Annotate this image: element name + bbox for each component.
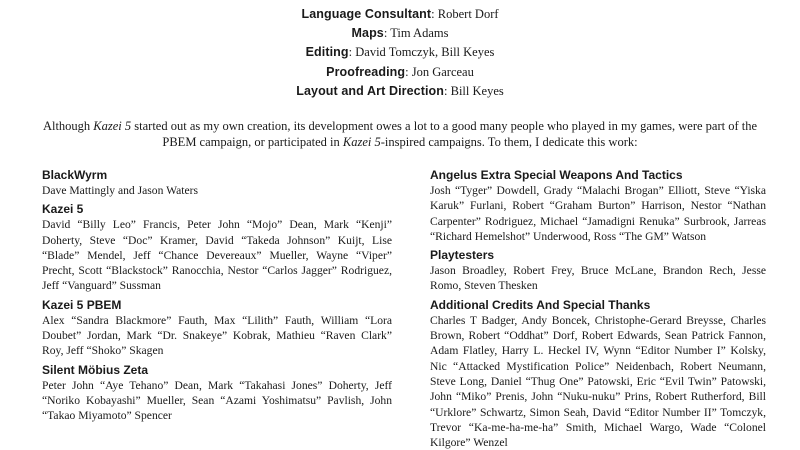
section-body: Jason Broadley, Robert Frey, Bruce McLane, Brandon Rech, Jesse Romo, Steven Thesken <box>430 264 766 293</box>
section-title: Playtesters <box>430 248 495 263</box>
credit-language-consultant: Language Consultant: Robert Dorf <box>301 7 499 21</box>
section-kazei-5 <box>42 202 392 293</box>
section-kazei-5-pbem <box>42 298 392 359</box>
credit-role: Proofreading <box>326 65 406 79</box>
section-body: Peter John “Aye Tehano” Dean, Mark “Takahasi Jones” Doherty, Jeff “Noriko Kobayashi” Mueller, Sean “Azami Yoshimatsu” Pavlish, John “Takao Miyamoto” Spencer <box>42 378 392 423</box>
section-title: Additional Credits And Special Thanks <box>430 297 651 312</box>
section-title: BlackWyrm <box>42 168 108 182</box>
credit-layout-art-direction: Layout and Art Direction: Bill Keyes <box>296 84 504 98</box>
section-title: Kazei 5 PBEM <box>42 297 122 312</box>
credit-names: Robert Dorf <box>437 7 499 21</box>
credit-names: Tim Adams <box>390 26 449 40</box>
credit-maps: Maps: Tim Adams <box>351 26 449 40</box>
credit-names: Bill Keyes <box>450 84 504 98</box>
right-column <box>430 165 766 450</box>
credit-role: Layout and Art Direction <box>296 84 445 98</box>
section-angelus-swat <box>430 168 766 244</box>
section-body: Josh “Tyger” Dowdell, Grady “Malachi Brogan” Elliott, Steve “Yiska Karuk” Furlani, Robert “Graham Burton” Harrison, Nestor “Nathan Carpenter” Rodriguez, Michael “Jamadigni Renuka” Surbrook, Jarreas “Richard Hemelshot” Underwood, Ross “The GM” Watson <box>430 184 766 243</box>
dedication-paragraph: Although Kazei 5 started out as my own creation, its development owes a lot to a good many people who played in my games, were part of the PBEM campaign, or participated in Kazei 5-inspired campaigns. To them, I dedicate this work: <box>42 119 758 149</box>
credit-role: Maps <box>351 26 384 40</box>
section-title: Kazei 5 <box>42 202 84 217</box>
section-body: Dave Mattingly and Jason Waters <box>42 184 198 197</box>
section-blackwyrm <box>42 168 392 198</box>
credit-role: Editing <box>305 45 349 59</box>
credit-names: Jon Garceau <box>411 65 474 79</box>
section-body: David “Billy Leo” Francis, Peter John “Mojo” Dean, Mark “Kenji” Doherty, Steve “Doc” Kramer, David “Takeda Johnson” Kuijt, Lise “Blade” Mendel, Jeff “Chance Devereaux” Mueller, Wayne “Viper” Precht, Scott “Blackstock” Ranocchia, Nestor “Carlos Jagger” Rodriguez, Jeff “Vanguard” Sussman <box>42 218 392 293</box>
section-silent-mobius-zeta <box>42 363 392 424</box>
book-title: Kazei 5 <box>93 119 132 133</box>
section-playtesters <box>430 248 766 294</box>
section-additional-credits <box>430 298 766 450</box>
book-title: Kazei 5 <box>342 135 381 149</box>
credit-proofreading: Proofreading: Jon Garceau <box>326 65 474 79</box>
credit-role: Language Consultant <box>301 7 432 21</box>
section-title: Silent Möbius Zeta <box>42 362 149 377</box>
left-column <box>42 165 392 424</box>
section-body: Charles T Badger, Andy Boncek, Christophe-Gerard Breysse, Charles Brown, Robert “Oddhat” Dorf, Robert Edwards, Sean Patrick Fannon, Adam Flatley, Harry L. Heckel IV, Wynn “Editor Number I” Kolsky, Nic “Attacked Mystification Police” Neidenbach, Robert Neumann, Steve Long, Daniel “Thug One” Patowski, Eric “Evil Twin” Patowski, John “Miko” Prenis, John “Nuku-nuku” Prins, Robert Rutherford, Bill “Urklore” Schwartz, Simon Seah, David “Editor Number II” Tomczyk, Trevor “Ka-me-ha-me-ha” Smith, Michael Wargo, Wade “Colonel Kilgore” Wenzel <box>430 313 766 450</box>
credit-names: David Tomczyk, Bill Keyes <box>355 45 495 59</box>
section-title: Angelus Extra Special Weapons And Tactics <box>430 168 683 182</box>
section-body: Alex “Sandra Blackmore” Fauth, Max “Lilith” Fauth, William “Lora Doubet” Jordan, Mark “Dr. Snakeye” Kobrak, Mathieu “Raven Clark” Roy, Jeff “Shoko” Skagen <box>42 313 392 358</box>
credit-editing: Editing: David Tomczyk, Bill Keyes <box>305 45 495 59</box>
